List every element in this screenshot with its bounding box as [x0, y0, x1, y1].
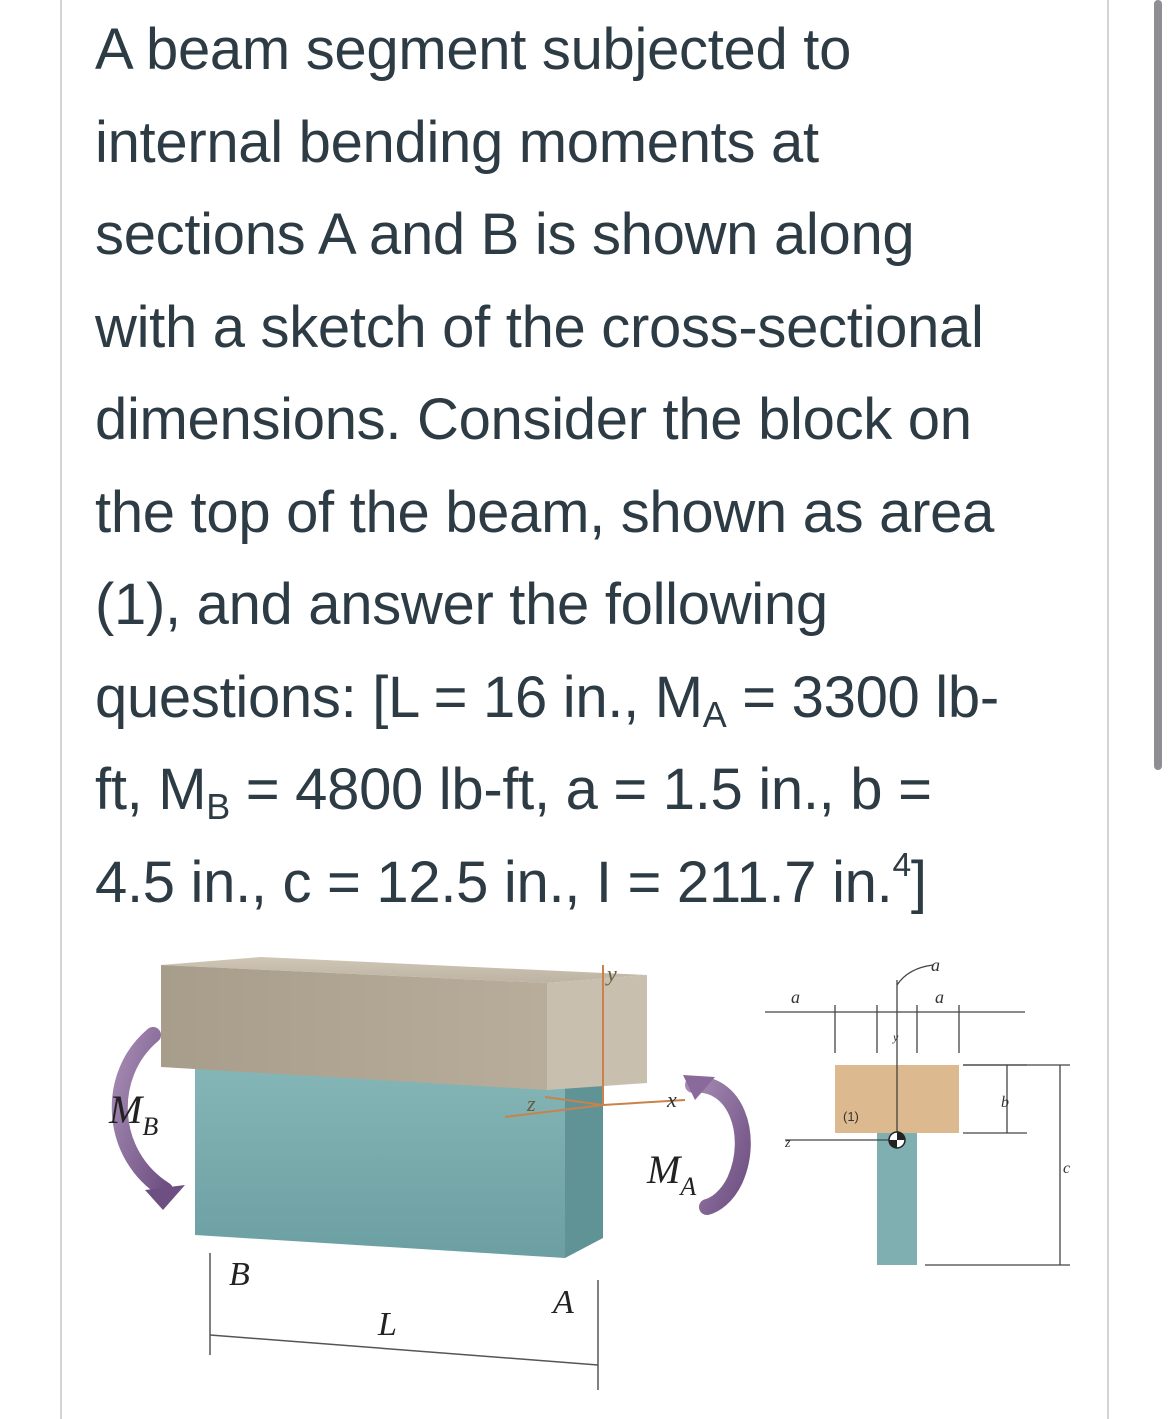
superscript-4: 4 — [892, 846, 911, 884]
subscript-b: B — [206, 786, 230, 828]
moment-b-label: $M_B$ — [109, 1087, 159, 1141]
question-line — [95, 652, 1095, 745]
question-line: internal bending moments at — [95, 109, 819, 175]
given-values-text: 4.5 in., c = 12.5 in., I = 211.7 in. — [95, 849, 893, 915]
question-line: A beam segment subjected to — [95, 17, 852, 82]
given-values-text: questions: [L = 16 in., M — [95, 664, 703, 730]
length-dimension — [210, 1253, 598, 1390]
given-values-text: = 4800 lb-ft, a = 1.5 in., b = — [229, 757, 932, 822]
question-line: sections A and B is shown along — [95, 202, 915, 267]
beam-top-block — [161, 957, 647, 1090]
dim-z-label: z — [785, 1136, 791, 1151]
section-a-label: A — [553, 1284, 574, 1321]
scrollbar-thumb[interactable] — [1154, 0, 1162, 770]
content-frame-right-border — [1107, 0, 1109, 1419]
subscript-a: A — [702, 693, 727, 735]
dim-y-label: y — [893, 1030, 899, 1044]
dim-a-right-label: a — [935, 987, 944, 1007]
moment-a-label: $M_A$ — [647, 1147, 697, 1201]
question-line: (1), and answer the following — [95, 572, 828, 637]
dim-a-left-label: a — [791, 987, 800, 1007]
axis-x-label: x — [667, 1087, 677, 1112]
given-values-text: ] — [910, 849, 927, 915]
question-text — [95, 4, 1095, 929]
cross-section — [765, 965, 1070, 1265]
area-1-label: (1) — [843, 1109, 859, 1124]
dim-c-label: c — [1063, 1160, 1071, 1177]
question-line — [95, 837, 1095, 930]
section-b-label: B — [229, 1256, 250, 1293]
question-line: the top of the beam, shown as area — [95, 479, 995, 545]
axis-y-label: y — [607, 961, 617, 986]
given-values-text: ft, M — [95, 757, 207, 822]
question-line: dimensions. Consider the block on — [95, 387, 972, 452]
beam-figure — [95, 935, 1095, 1405]
given-values-text: = 3300 lb- — [726, 664, 999, 730]
question-line: with a sketch of the cross-sectional — [95, 294, 984, 360]
length-label: L — [378, 1306, 397, 1343]
question-line — [95, 744, 1095, 837]
content-frame-left-border — [60, 0, 62, 1419]
dim-a-top-label: a — [931, 955, 940, 975]
axis-z-label: z — [527, 1091, 536, 1116]
dim-b-label: b — [1001, 1094, 1009, 1111]
